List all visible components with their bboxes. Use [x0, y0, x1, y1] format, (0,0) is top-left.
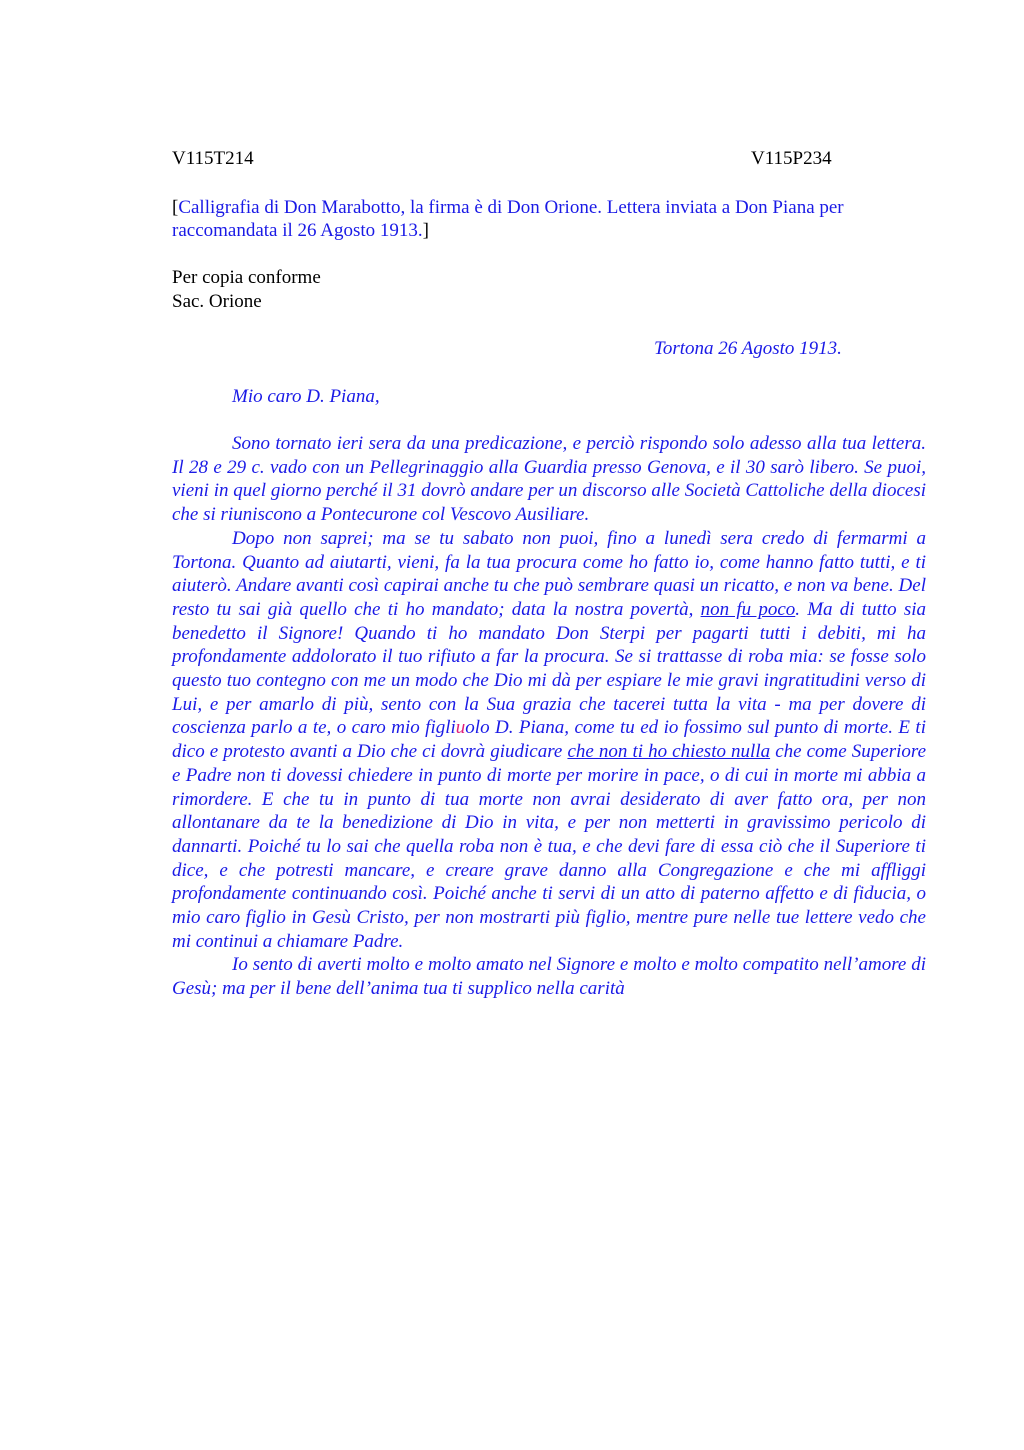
p2-text-d: che come Superiore e Padre non ti dovessi chiedere in punto di morte per morire in pace, o di cui in morte mi abbia a rimordere. E che tu in punto di tua morte non avrai desiderato di aver fatto ora, per non allontanare da te la benedizione di Dio in vita, e per non metterti in gravissimo pericolo di dannarti. Poiché tu lo sai che quella roba non è tua, e che devi fare di essa ciò che il Superiore ti dice, e che potresti mancare, e creare grave danno alla Congregazione e che mi affliggi profondamente continuando così. Poiché anche ti servi di un atto di paterno affetto e di fiducia, o mio caro figlio in Gesù Cristo, per non mostrarti più figlio, mentre pure nelle tue lettere vedo che mi continui a chiamare Padre.: [172, 741, 927, 952]
p2-text-b: . Ma di tutto sia benedetto il Signore! Quando ti ho mandato Don Sterpi per pagarti tutti i debiti, mi ha profondamente addolorato il tuo rifiuto a far la procura. Se si trattasse di roba mia: se fosse solo questo tuo contegno con me un modo che Dio mi dà per espiare le mie gravi ingratitudini verso di Lui, e per amarlo di più, sento con la Sua grazia che tacerei tutta la vita - ma per dovere di coscienza parlo a te, o caro mio figli: [172, 598, 927, 739]
paragraph-1: Sono tornato ieri sera da una predicazione, e perciò rispondo solo adesso alla tua lettera. Il 28 e 29 c. vado con un Pellegrinaggio alla Guardia presso Genova, e il 30 sarò libero. Se puoi, vieni in quel giorno perché il 31 dovrò andare per un discorso alle Società Cattoliche della diocesi che si riuniscono a Pontecurone col Vescovo Ausiliare.: [172, 433, 926, 526]
copy-line-1: Per copia conforme: [172, 267, 321, 288]
note-open-bracket: [: [172, 197, 179, 218]
letter-salutation: Mio caro D. Piana,: [232, 386, 380, 407]
editorial-note: [172, 196, 932, 242]
copy-conformity: [172, 266, 321, 314]
note-text: Calligrafia di Don Marabotto, la firma è di Don Orione. Lettera inviata a Don Piana per raccomandata il 26 Agosto 1913.: [172, 197, 844, 241]
document-code-right: V115P234: [751, 148, 832, 169]
p2-text-a: Dopo non saprei; ma se tu sabato non puoi, fino a lunedì sera credo di fermarmi a Tortona. Quanto ad aiutarti, vieni, fa la tua procura come ho fatto io, come hanno fatto tutti, e ti aiuterò. Andare avanti così capirai anche tu che può sembrare quasi un ricatto, e non va bene. Del resto tu sai già quello che ti ho mandato; data la nostra povertà,: [172, 527, 926, 620]
paragraph-2: [172, 527, 926, 954]
p2-underline-2: che non ti ho chiesto nulla: [567, 741, 771, 763]
p2-underline-1: non fu poco: [700, 598, 796, 620]
letter-body: [172, 432, 926, 1001]
p2-pink-letter: u: [455, 717, 466, 739]
note-close-bracket: ]: [422, 220, 429, 241]
copy-line-2: Sac. Orione: [172, 291, 262, 312]
letter-date: Tortona 26 Agosto 1913.: [654, 338, 842, 359]
paragraph-3: Io sento di averti molto e molto amato nel Signore e molto e molto compatito nell’amore di Gesù; ma per il bene dell’anima tua ti supplico nella carità: [172, 954, 926, 1000]
p2-text-c: olo D. Piana, come tu ed io fossimo sul punto di morte. E ti dico e protesto avanti a Dio che ci dovrà giudicare: [172, 717, 926, 763]
document-code-left: V115T214: [172, 148, 254, 169]
